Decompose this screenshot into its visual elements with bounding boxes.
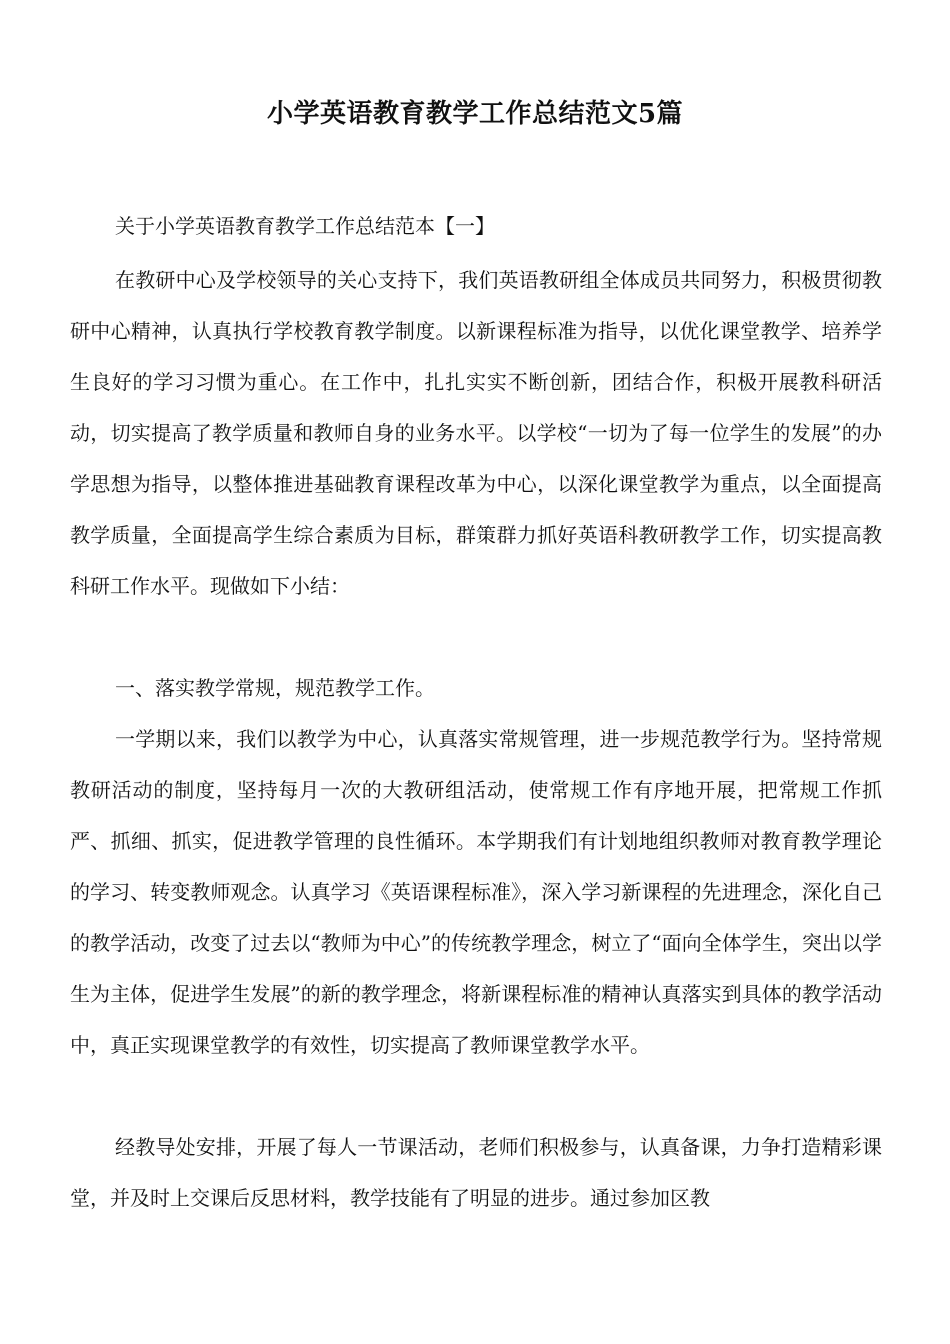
body-paragraph: 一学期以来，我们以教学为中心，认真落实常规管理，进一步规范教学行为。坚持常规教研活动的制度，坚持每月一次的大教研组活动，使常规工作有序地开展，把常规工作抓严、抓细、抓实，促进教学管理的良性循环。本学期我们有计划地组织教师对教育教学理论的学习、转变教师观念。认真学习《英语课程标准》，深入学习新课程的先进理念，深化自己的教学活动，改变了过去以“教师为中心”的传统教学理念，树立了“面向全体学生，突出以学生为主体，促进学生发展”的新的教学理念，将新课程标准的精神认真落实到具体的教学活动中，真正实现课堂教学的有效性，切实提高了教师课堂教学水平。 <box>70 727 882 1057</box>
subsection-heading: 一、落实教学常规，规范教学工作。 <box>115 676 435 700</box>
body-paragraph: 在教研中心及学校领导的关心支持下，我们英语教研组全体成员共同努力，积极贯彻教研中心精神，认真执行学校教育教学制度。以新课程标准为指导，以优化课堂教学、培养学生良好的学习习惯为重心。在工作中，扎扎实实不断创新，团结合作，积极开展教科研活动，切实提高了教学质量和教师自身的业务水平。以学校“一切为了每一位学生的发展”的办学思想为指导，以整体推进基础教育课程改革为中心，以深化课堂教学为重点，以全面提高教学质量，全面提高学生综合素质为目标，群策群力抓好英语科教研教学工作，切实提高教科研工作水平。现做如下小结： <box>70 268 882 598</box>
document-title: 小学英语教育教学工作总结范文5篇 <box>266 99 684 129</box>
section-heading: 关于小学英语教育教学工作总结范本【一】 <box>115 214 495 238</box>
body-paragraph: 经教导处安排，开展了每人一节课活动，老师们积极参与，认真备课，力争打造精彩课堂，并及时上交课后反思材料，教学技能有了明显的进步。通过参加区教 <box>70 1135 882 1210</box>
